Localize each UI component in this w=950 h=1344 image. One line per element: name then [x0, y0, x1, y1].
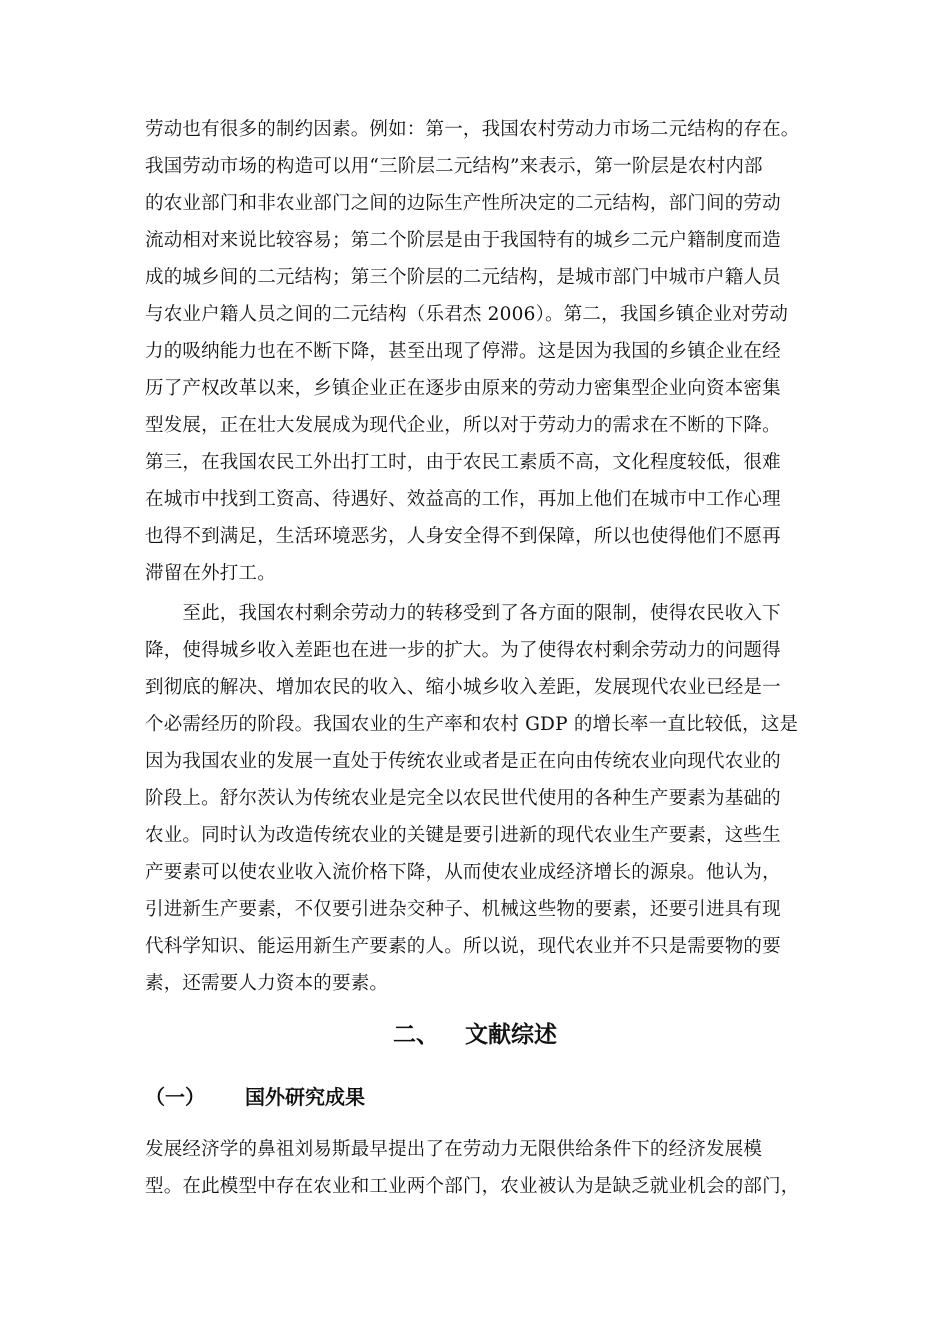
text-line: 降，使得城乡收入差距也在进一步的扩大。为了使得农村剩余劳动力的问题得 [145, 640, 781, 661]
text-line: 成的城乡间的二元结构；第三个阶层的二元结构，是城市部门中城市户籍人员 [145, 267, 781, 288]
text-line: 阶段上。舒尔茨认为传统农业是完全以农民世代使用的各种生产要素为基础的 [145, 788, 781, 809]
text-line: 滞留在外打工。 [145, 563, 276, 584]
text-line: 也得不到满足，生活环境恶劣，人身安全得不到保障，所以也使得他们不愿再 [145, 526, 781, 547]
text-line: 力的吸纳能力也在不断下降，甚至出现了停滞。这是因为我国的乡镇企业在经 [145, 341, 781, 362]
text-line: 素，还需要人力资本的要素。 [145, 973, 389, 994]
text-line: 个必需经历的阶段。我国农业的生产率和农村 GDP 的增长率一直比较低，这是 [145, 714, 799, 735]
text-line: 到彻底的解决、增加农民的收入、缩小城乡收入差距，发展现代农业已经是一 [145, 677, 781, 698]
text-line: 历了产权改革以来，乡镇企业正在逐步由原来的劳动力密集型企业向资本密集 [145, 378, 781, 399]
text-line: 型。在此模型中存在农业和工业两个部门，农业被认为是缺乏就业机会的部门， [145, 1176, 800, 1197]
text-line: 因为我国农业的发展一直处于传统农业或者是正在向由传统农业向现代农业的 [145, 751, 781, 772]
text-line: 在城市中找到工资高、待遇好、效益高的工作，再加上他们在城市中工作心理 [145, 489, 781, 510]
text-line: 引进新生产要素，不仅要引进杂交种子、机械这些物的要素，还要引进具有现 [145, 899, 781, 920]
section-heading [0, 1016, 950, 1049]
text-line: 农业。同时认为改造传统农业的关键是要引进新的现代农业生产要素，这些生 [145, 825, 781, 846]
text-line: 型发展，正在壮大发展成为现代企业，所以对于劳动力的需求在不断的下降。 [145, 415, 781, 436]
text-line: 的农业部门和非农业部门之间的边际生产性所决定的二元结构，部门间的劳动 [145, 193, 781, 214]
section-number: 二、 [393, 1022, 439, 1048]
text-line: 发展经济学的鼻祖刘易斯最早提出了在劳动力无限供给条件下的经济发展模 [145, 1139, 763, 1160]
text-line: 流动相对来说比较容易；第二个阶层是由于我国特有的城乡二元户籍制度而造 [145, 230, 781, 251]
text-line: 我国劳动市场的构造可以用“三阶层二元结构”来表示，第一阶层是农村内部 [145, 156, 763, 177]
subsection-number: （一） [145, 1085, 205, 1109]
text-line: 至此，我国农村剩余劳动力的转移受到了各方面的限制，使得农民收入下 [145, 603, 781, 624]
text-line: 代科学知识、能运用新生产要素的人。所以说，现代农业并不只是需要物的要 [145, 936, 781, 957]
text-line: 与农业户籍人员之间的二元结构（乐君杰 2006）。第二，我国乡镇企业对劳动 [145, 304, 789, 325]
section-title: 文献综述 [465, 1022, 557, 1048]
subsection-heading [145, 1081, 365, 1110]
text-line: 劳动也有很多的制约因素。例如：第一，我国农村劳动力市场二元结构的存在。 [145, 119, 800, 140]
text-line: 产要素可以使农业收入流价格下降，从而使农业成经济增长的源泉。他认为， [145, 862, 781, 883]
subsection-title: 国外研究成果 [245, 1085, 365, 1109]
text-line: 第三，在我国农民工外出打工时，由于农民工素质不高，文化程度较低，很难 [145, 452, 781, 473]
